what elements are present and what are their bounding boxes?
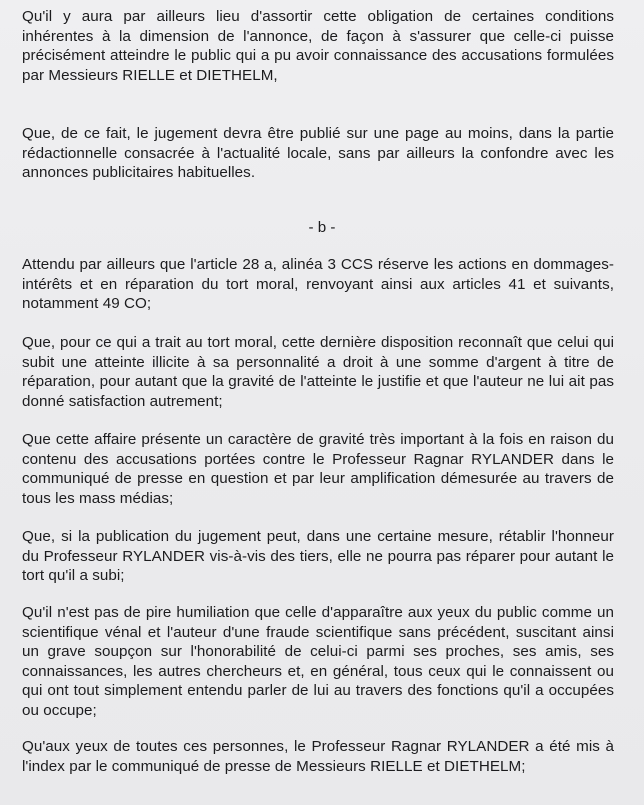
paragraph: Que, de ce fait, le jugement devra être publié sur une page au moins, dans la partie rédactionnelle consacrée à l'actualité locale, sans par ailleurs la confondre avec les annonces publicitaires habituelles. [22,125,614,182]
paragraph: Qu'aux yeux de toutes ces personnes, le Professeur Ragnar RYLANDER a été mis à l'index par le communiqué de presse de Messieurs RIELLE et DIETHELM; [22,738,614,775]
paragraph: Que cette affaire présente un caractère de gravité très important à la fois en raison du contenu des accusations portées contre le Professeur Ragnar RYLANDER dans le communiqué de presse en question et par leur amplification démesurée au travers de tous les mass médias; [22,431,614,507]
section-marker: - b - [308,219,336,236]
paragraph: Qu'il y aura par ailleurs lieu d'assortir cette obligation de certaines conditions inhérentes à la dimension de l'annonce, de façon à s'assurer que celle-ci puisse précisément atteindre le public qui a pu avoir connaissance des accusations formulées par Messieurs RIELLE et DIETHELM, [22,8,614,84]
paragraph: Que, pour ce qui a trait au tort moral, cette dernière disposition reconnaît que celui qui subit une atteinte illicite à sa personnalité a droit à une somme d'argent à titre de réparation, pour autant que la gravité de l'atteinte le justifie et que l'auteur ne lui ait pas donné satisfaction autrement; [22,334,614,410]
paragraph: Qu'il n'est pas de pire humiliation que celle d'apparaître aux yeux du public comme un scientifique vénal et l'auteur d'une fraude scientifique sans précédent, suscitant ainsi un grave soupçon sur l'honorabilité de celui-ci parmi ses proches, ses amis, ses connaissances, les autres chercheurs et, en général, tous ceux qui le connaissent ou qui ont tout simplement entendu parler de lui au travers des fonctions qu'il a occupées ou occupe; [22,604,614,719]
paragraph: Que, si la publication du jugement peut, dans une certaine mesure, rétablir l'honneur du Professeur RYLANDER vis-à-vis des tiers, elle ne pourra pas réparer pour autant le tort qu'il a subi; [22,528,614,585]
paragraph: Attendu par ailleurs que l'article 28 a, alinéa 3 CCS réserve les actions en dommages-intérêts et en réparation du tort moral, renvoyant ainsi aux articles 41 et suivants, notamment 49 CO; [22,256,614,313]
